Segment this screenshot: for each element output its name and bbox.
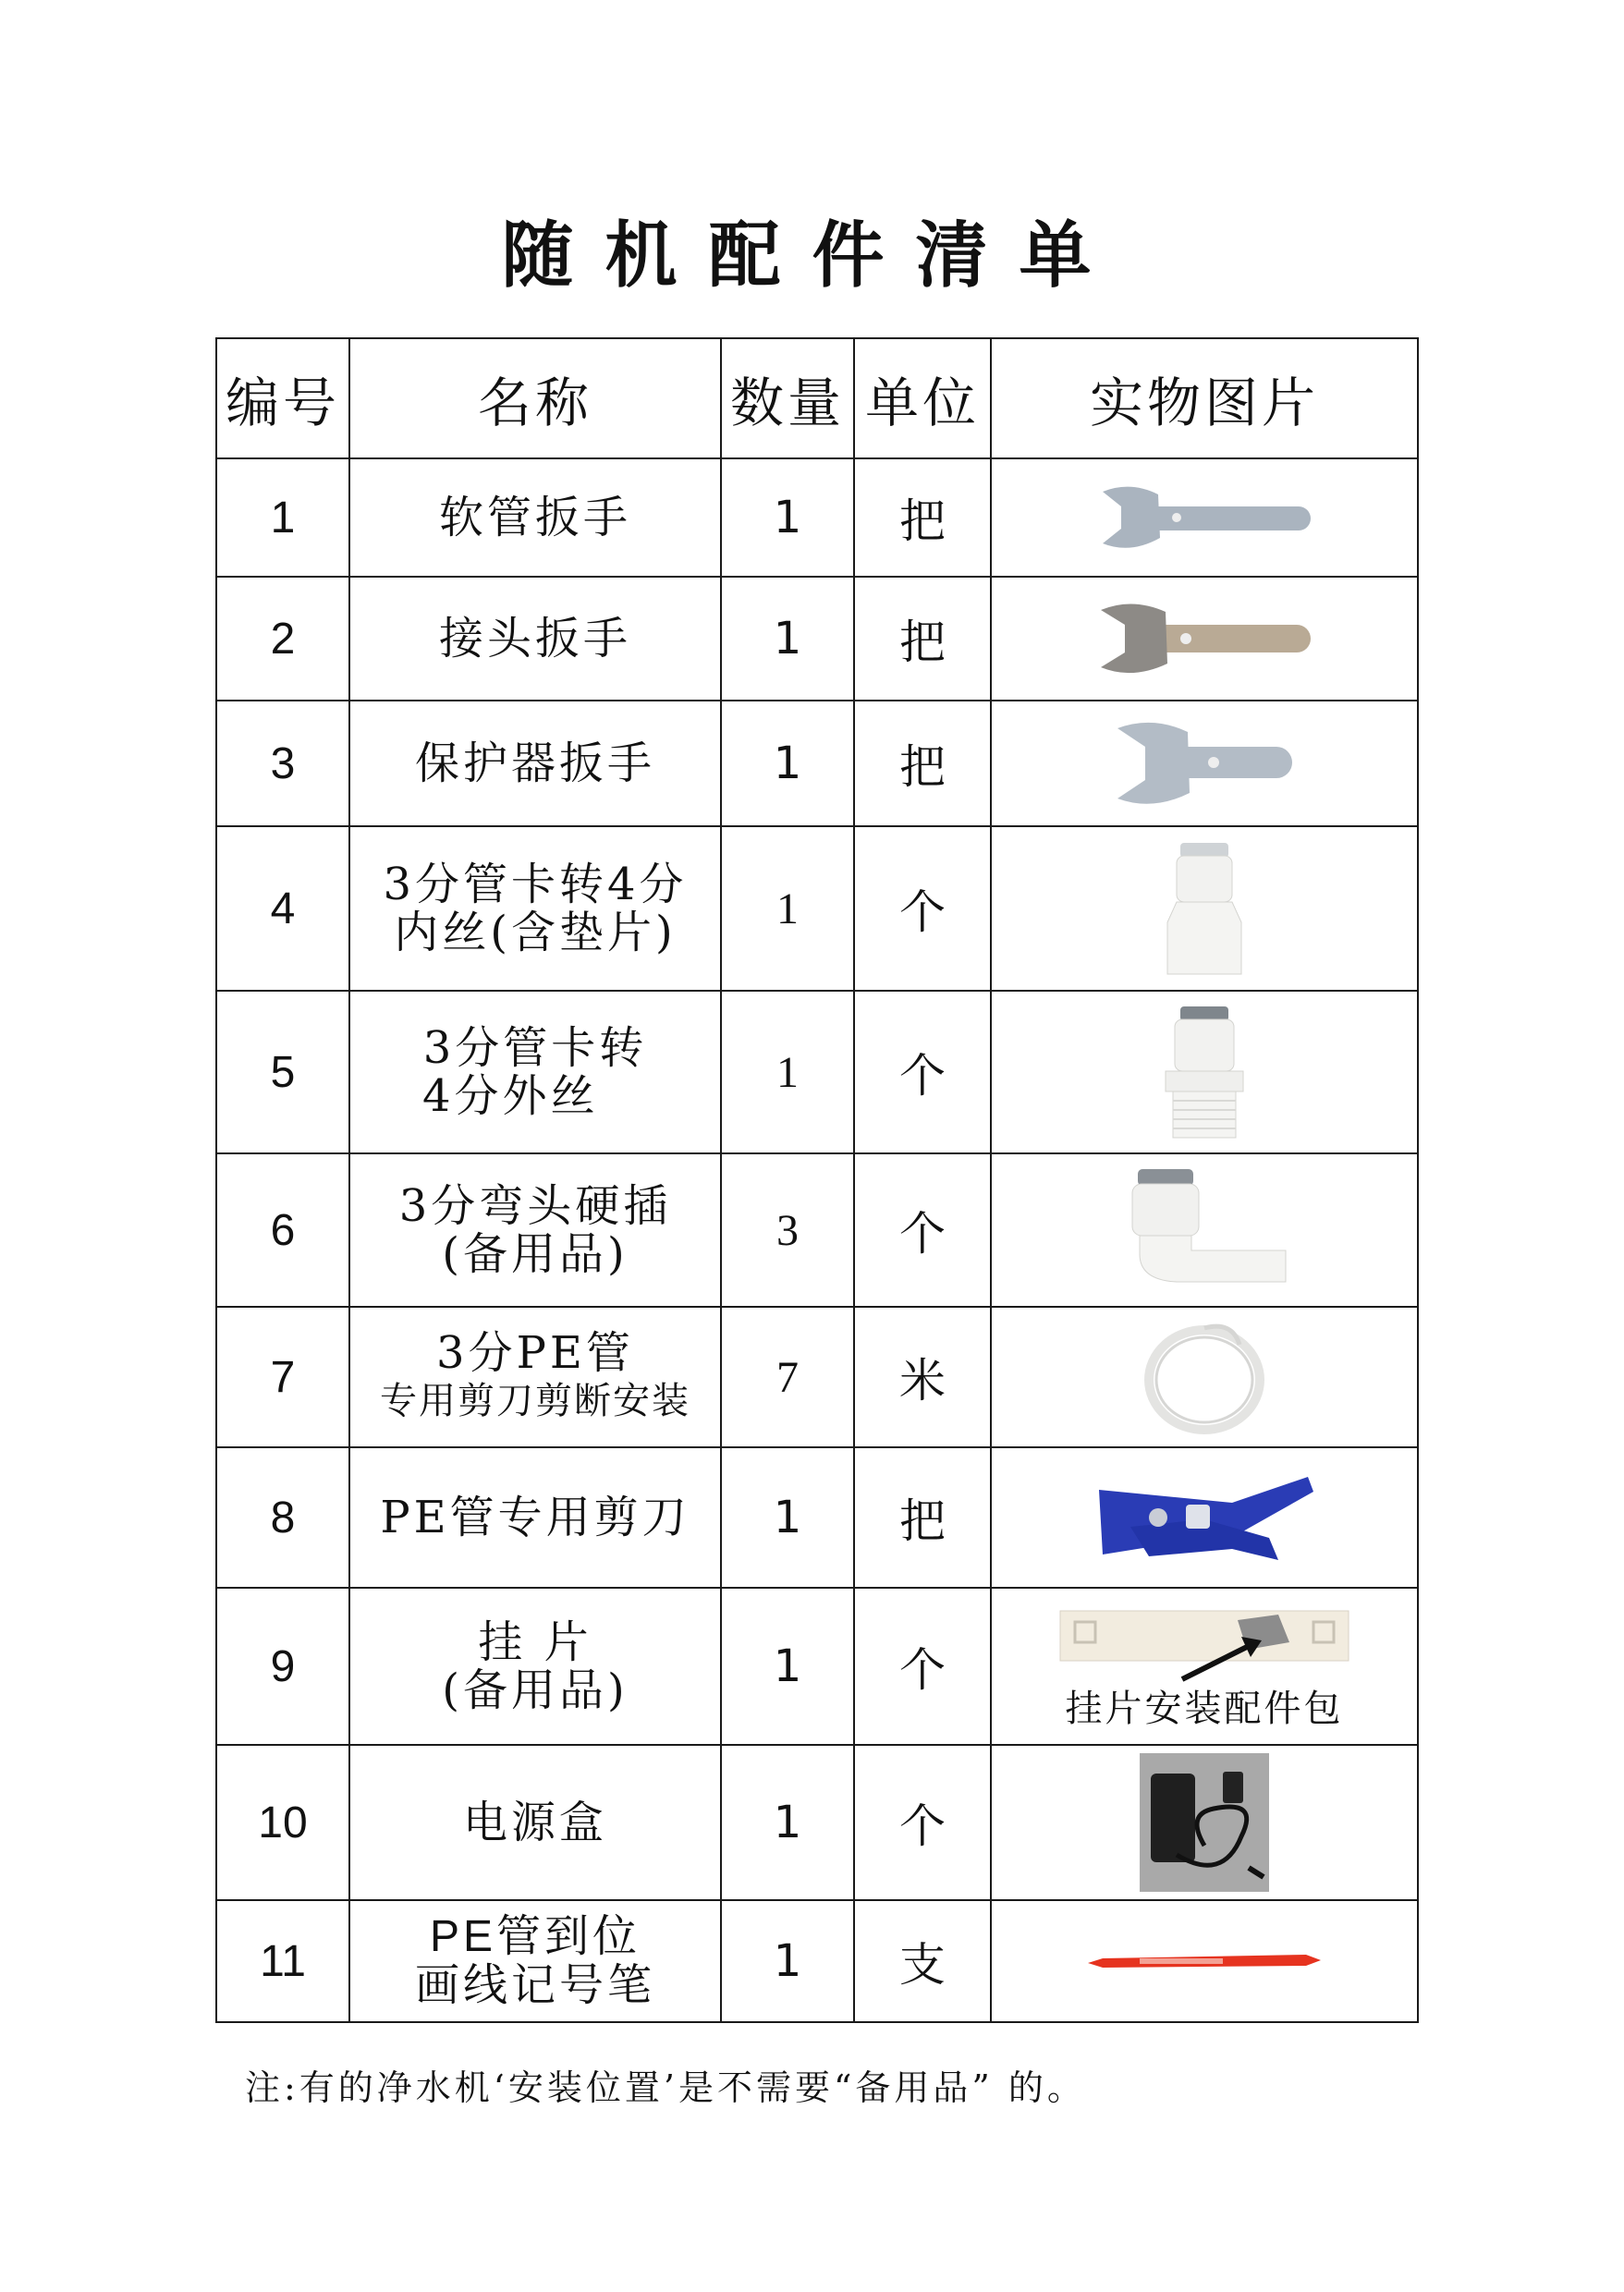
row-photo — [991, 991, 1418, 1153]
row-id: 1 — [216, 458, 349, 577]
row-photo — [991, 1900, 1418, 2022]
row-name: PE管专用剪刀 — [349, 1447, 721, 1588]
row-photo — [991, 577, 1418, 701]
row-photo — [991, 1447, 1418, 1588]
row-name: 3分管卡转4分 内丝(含垫片) — [349, 826, 721, 991]
row-unit: 个 — [854, 1745, 991, 1900]
row-id: 9 — [216, 1588, 349, 1745]
fitting-icon — [1158, 839, 1251, 978]
header-unit: 单位 — [854, 338, 991, 458]
header-photo: 实物图片 — [991, 338, 1418, 458]
row-photo — [991, 1588, 1418, 1745]
power-adapter-icon — [1140, 1753, 1269, 1892]
row-id: 7 — [216, 1307, 349, 1447]
row-qty: 7 — [721, 1307, 854, 1447]
row-id: 5 — [216, 991, 349, 1153]
table-row — [216, 701, 1418, 826]
table-row — [216, 577, 1418, 701]
fitting-icon — [1158, 1003, 1251, 1141]
row-photo — [991, 1153, 1418, 1307]
table-row — [216, 1307, 1418, 1447]
row-qty: 1 — [721, 458, 854, 577]
row-name: 3分弯头硬插 (备用品) — [349, 1153, 721, 1307]
row-id: 10 — [216, 1745, 349, 1900]
page-title: 随机配件清单 — [501, 214, 1123, 298]
footnote: 注:有的净水机‘安装位置’是不需要“备用品” 的。 — [245, 2067, 1086, 2108]
row-name: 软管扳手 — [349, 458, 721, 577]
table-row — [216, 1900, 1418, 2022]
table-row — [216, 1745, 1418, 1900]
marker-pen-icon — [1084, 1947, 1325, 1975]
header-id: 编号 — [216, 338, 349, 458]
photo-caption: 挂片安装配件包 — [1065, 1687, 1344, 1730]
row-id: 8 — [216, 1447, 349, 1588]
tube-coil-icon — [1140, 1317, 1269, 1437]
row-photo — [991, 1745, 1418, 1900]
row-qty: 1 — [721, 1900, 854, 2022]
row-qty: 1 — [721, 577, 854, 701]
row-unit: 个 — [854, 991, 991, 1153]
row-unit: 个 — [854, 826, 991, 991]
header-qty: 数量 — [721, 338, 854, 458]
wrench-icon — [1093, 481, 1315, 555]
row-photo — [991, 1307, 1418, 1447]
wrench-icon — [1093, 599, 1315, 678]
table-row — [216, 1588, 1418, 1745]
row-unit: 米 — [854, 1307, 991, 1447]
table-row — [216, 1153, 1418, 1307]
accessory-table — [215, 337, 1419, 2023]
row-qty: 1 — [721, 991, 854, 1153]
row-qty: 1 — [721, 1745, 854, 1900]
row-name: 挂 片 (备用品) — [349, 1588, 721, 1745]
row-unit: 把 — [854, 1447, 991, 1588]
row-name: 3分管卡转 4分外丝 — [349, 991, 721, 1153]
row-name: 保护器扳手 — [349, 701, 721, 826]
wrench-icon — [1112, 719, 1297, 808]
row-photo — [991, 701, 1418, 826]
row-unit: 把 — [854, 701, 991, 826]
elbow-fitting-icon — [1121, 1165, 1288, 1295]
table-row — [216, 1447, 1418, 1588]
table-row — [216, 458, 1418, 577]
row-unit: 支 — [854, 1900, 991, 2022]
row-photo — [991, 826, 1418, 991]
row-id: 6 — [216, 1153, 349, 1307]
row-id: 4 — [216, 826, 349, 991]
row-qty: 1 — [721, 1588, 854, 1745]
row-id: 2 — [216, 577, 349, 701]
row-qty: 3 — [721, 1153, 854, 1307]
row-qty: 1 — [721, 826, 854, 991]
row-id: 3 — [216, 701, 349, 826]
row-name: 3分PE管 专用剪刀剪断安装 — [349, 1307, 721, 1447]
row-name: 接头扳手 — [349, 577, 721, 701]
row-name: PE管到位 画线记号笔 — [349, 1900, 721, 2022]
row-name: 电源盒 — [349, 1745, 721, 1900]
row-qty: 1 — [721, 1447, 854, 1588]
row-unit: 个 — [854, 1153, 991, 1307]
row-unit: 个 — [854, 1588, 991, 1745]
row-qty: 1 — [721, 701, 854, 826]
row-photo — [991, 458, 1418, 577]
table-row — [216, 991, 1418, 1153]
pipe-cutter-icon — [1093, 1471, 1315, 1564]
row-id: 11 — [216, 1900, 349, 2022]
row-unit: 把 — [854, 577, 991, 701]
bracket-icon — [1056, 1602, 1352, 1685]
table-row — [216, 826, 1418, 991]
row-unit: 把 — [854, 458, 991, 577]
header-name: 名称 — [349, 338, 721, 458]
table-header-row — [216, 338, 1418, 458]
